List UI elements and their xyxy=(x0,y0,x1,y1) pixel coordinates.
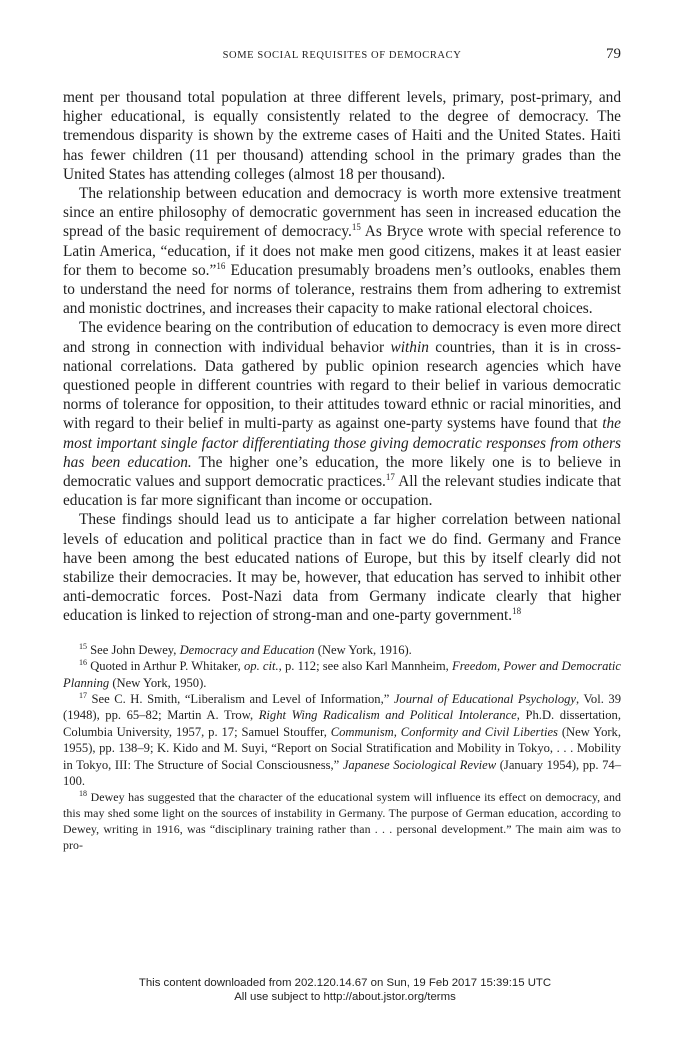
footnote-title: Japanese Sociological Review xyxy=(342,757,497,772)
footnote-text: (New York, 1955), pp. 138–9; K. Kido and M. Suyi, “Report on Social Stratification and Mobility in Tokyo, . . . Mobility in Tokyo, III: The Structure of Social Consciousness,” xyxy=(63,724,622,772)
footnote-text: , p. 112; see also Karl Mannheim, xyxy=(278,659,453,674)
running-title: SOME SOCIAL REQUISITES OF DEMOCRACY xyxy=(222,50,462,61)
paragraph-2-text: Education presumably broadens men’s outlooks, enables them to understand the need for norms of tolerance, restrains them from adhering to extremist and monistic doctrines, and increases their capacity to make rational electoral choices. xyxy=(63,261,621,318)
paragraph-3-text: countries, than it is in cross-national correlations. Data gathered by public opinion research agencies which have questioned people in different countries with regard to their belief in various democratic norms of tolerance for opposition, to their attitudes toward ethnic or racial minorities, and with regard to their belief in multi-party as against one-party systems have found that xyxy=(63,338,621,433)
page-number: 79 xyxy=(606,46,621,62)
footnote-title: op. cit. xyxy=(243,659,279,674)
paragraph-1-text: ment per thousand total population at three different levels, primary, post-primary, and higher educational, is equally consistently related to the degree of democracy. The tremendous disparity is shown by the extreme cases of Haiti and the United States. Haiti has fewer children (11 per thousand) attending school in the primary grades than the United States has attending colleges (almost 18 per thousand). xyxy=(63,89,621,183)
footnote-text: (New York, 1916). xyxy=(314,642,412,657)
footnote-18 xyxy=(63,789,621,853)
footnote-ref-18[interactable]: 18 xyxy=(512,606,522,617)
paragraph-4 xyxy=(63,510,621,625)
footnote-number: 15 xyxy=(79,641,87,651)
emphasis-finding: the most important single factor differentiating those giving democratic responses from others has been education. xyxy=(63,415,621,471)
footnote-title: Democracy and Education xyxy=(179,642,315,657)
footnote-text: , Vol. 39 (1948), pp. 65–82; Martin A. Trow, xyxy=(63,691,621,723)
download-notice-line-1: This content downloaded from 202.120.14.67 on Sun, 19 Feb 2017 15:39:15 UTC xyxy=(138,977,552,989)
footnote-ref-16[interactable]: 16 xyxy=(216,260,226,271)
paragraph-2-text: The relationship between education and democracy is worth more extensive treatment since an entire philosophy of democratic government has seen in increased education the spread of the basic requirement of democracy. xyxy=(63,185,621,241)
footnote-number: 16 xyxy=(79,658,87,668)
paragraph-3-text: The higher one’s education, the more likely one is to believe in democratic values and support democratic practices. xyxy=(63,453,621,491)
paragraph-2-text: As Bryce wrote with special reference to Latin America, “education, if it does not make men good citizens, makes it at least easier for them to become so.” xyxy=(63,223,621,279)
emphasis-within: within xyxy=(390,338,429,356)
paragraph-3 xyxy=(63,318,621,510)
footnotes xyxy=(63,642,621,854)
footnote-text: Quoted in Arthur P. Whitaker, xyxy=(87,659,244,674)
paragraph-2 xyxy=(63,184,621,318)
footnote-title: Freedom, Power and Democratic Planning xyxy=(63,659,621,690)
paragraph-3-text: All the relevant studies indicate that education is far more significant than income or occupation. xyxy=(63,473,622,510)
body-text xyxy=(63,88,621,626)
footnote-text: , Ph.D. dissertation, Columbia University, 1957, p. 17; Samuel Stouffer, xyxy=(63,708,621,739)
download-notice xyxy=(0,976,690,1004)
footnote-text: Dewey has suggested that the character of the educational system will influence its effect on democracy, and this may shed some light on the sources of instability in Germany. The purpose of German education, according to Dewey, writing in 1916, was “disciplinary training rather than . . . personal development.” The main aim was to pro- xyxy=(63,790,621,853)
footnote-title: Right Wing Radicalism and Political Intolerance xyxy=(258,708,517,723)
footnote-text: See C. H. Smith, “Liberalism and Level of Information,” xyxy=(87,691,394,706)
footnote-15 xyxy=(63,642,621,658)
paragraph-4-text: These findings should lead us to anticipate a far higher correlation between national levels of education and political practice than in fact we do find. Germany and France have been among the best educated nations of Europe, but this by itself clearly did not stabilize their democracies. It may be, however, that education has served to inhibit other anti-democratic forces. Post-Nazi data from Germany indicate clearly that higher education is linked to rejection of strong-man and one-party government. xyxy=(63,511,621,625)
footnote-number: 18 xyxy=(79,789,88,799)
footnote-ref-17[interactable]: 17 xyxy=(385,472,395,483)
paragraph-3-text: The evidence bearing on the contribution of education to democracy is even more direct and strong in connection with individual behavior xyxy=(63,319,621,356)
footnote-ref-15[interactable]: 15 xyxy=(351,222,361,233)
footnote-16 xyxy=(63,658,621,691)
terms-notice-line: All use subject to http://about.jstor.org/terms xyxy=(234,991,456,1003)
footnote-text: (New York, 1950). xyxy=(109,675,207,690)
page-header xyxy=(63,44,621,66)
paragraph-1 xyxy=(63,88,621,184)
footnote-text: (January 1954), pp. 74–100. xyxy=(63,757,621,788)
page xyxy=(63,44,621,853)
footnote-number: 17 xyxy=(79,690,87,700)
footnote-title: Communism, Conformity and Civil Liberties xyxy=(330,724,558,739)
footnote-title: Journal of Educational Psychology xyxy=(393,691,577,706)
footnote-text: See John Dewey, xyxy=(87,642,180,657)
footnote-17 xyxy=(63,691,621,789)
